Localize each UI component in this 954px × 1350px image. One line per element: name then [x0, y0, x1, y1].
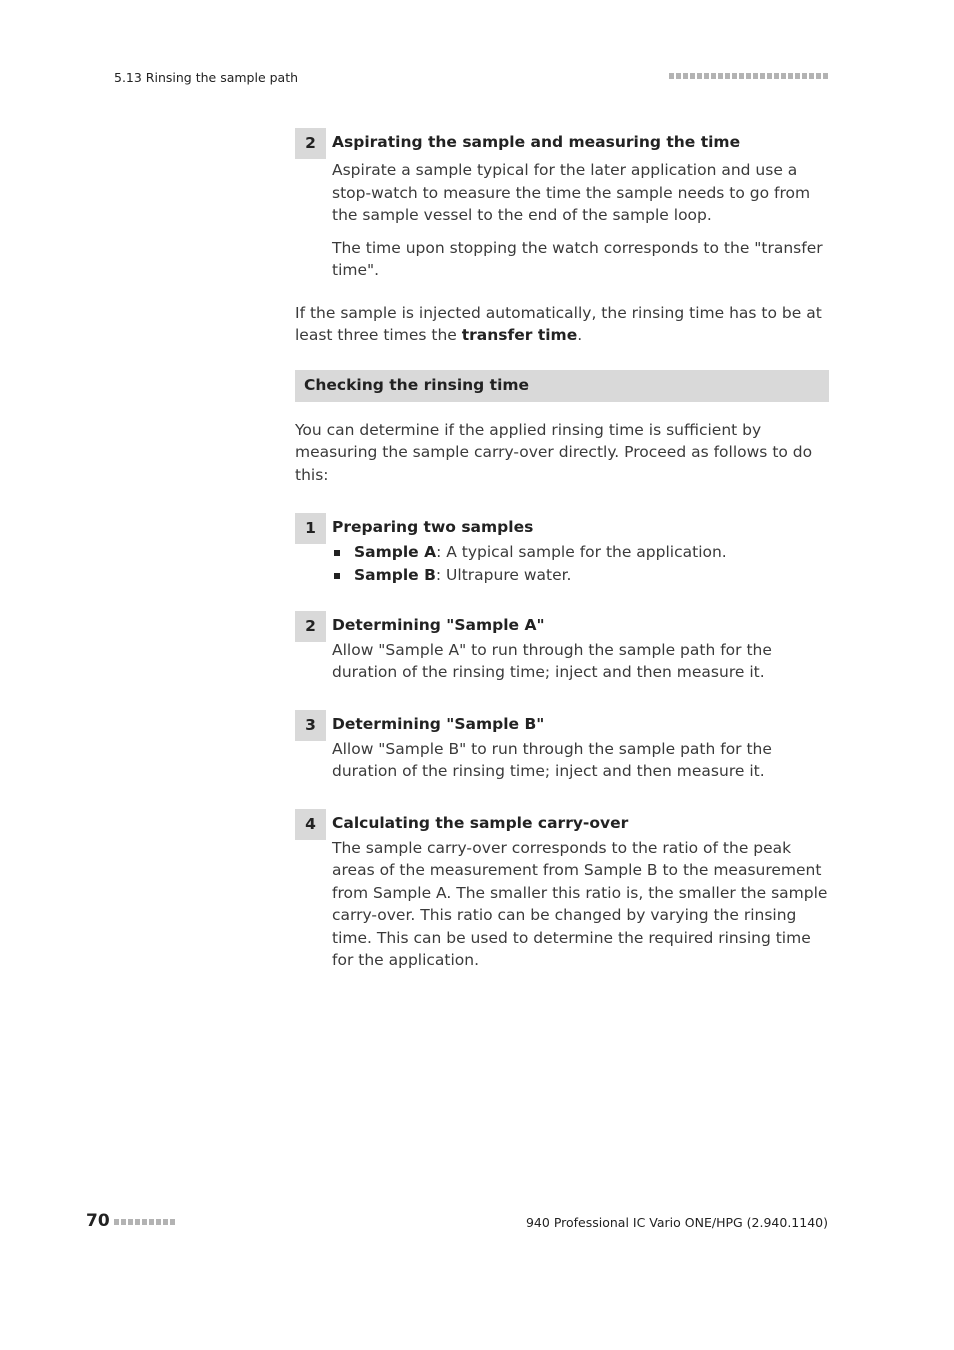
step-paragraph: The time upon stopping the watch corresponds to the "transfer time".	[332, 238, 823, 279]
step-number: 2	[295, 128, 326, 159]
rinse-bold: transfer time	[461, 326, 578, 344]
step-title: Aspirating the sample and measuring the time	[332, 133, 741, 151]
section-heading: Checking the rinsing time	[295, 370, 829, 402]
list-item: Sample B: Ultrapure water.	[332, 564, 829, 587]
step-paragraph: Allow "Sample B" to run through the sample path for the duration of the rinsing time; inject and then measure it.	[332, 739, 772, 780]
footer-product: 940 Professional IC Vario ONE/HPG (2.940.1140)	[525, 1215, 828, 1230]
step-number: 4	[295, 809, 326, 840]
step-determining-b	[295, 710, 829, 783]
step-number: 3	[295, 710, 326, 741]
footer-decoration-dots	[114, 1219, 175, 1225]
main-content	[295, 128, 829, 972]
list-item: Sample A: A typical sample for the application.	[332, 541, 829, 564]
step-determining-a	[295, 611, 829, 684]
header-section-title: 5.13 Rinsing the sample path	[114, 70, 299, 85]
step-title: Determining "Sample A"	[332, 615, 545, 634]
step-paragraph: Allow "Sample A" to run through the sample path for the duration of the rinsing time; inject and then measure it.	[332, 640, 772, 681]
step-preparing	[295, 513, 829, 587]
rinse-text: If the sample is injected automatically, the rinsing time has to be at least three times the	[295, 303, 822, 344]
header-decoration-dots	[669, 73, 828, 79]
step-title: Calculating the sample carry-over	[332, 813, 629, 832]
bullet-list	[332, 541, 829, 587]
rinse-end: .	[577, 326, 583, 344]
step-calculating	[295, 809, 829, 972]
step-title: Determining "Sample B"	[332, 714, 545, 733]
step-number: 2	[295, 611, 326, 642]
step-aspirating	[295, 128, 829, 282]
rinse-paragraph	[295, 302, 829, 347]
step-paragraph: The sample carry-over corresponds to the ratio of the peak areas of the measurement from Sample B to the measurement from Sample A. The smaller this ratio is, the smaller the sample carry-over. This ratio can be changed by varying the rinsing time. This can be used to determine the required rinsing time for the application.	[332, 838, 828, 969]
page-number: 70	[86, 1211, 110, 1231]
step-paragraph: Aspirate a sample typical for the later application and use a stop-watch to measure the time the sample needs to go from the sample vessel to the end of the sample loop.	[332, 161, 811, 224]
step-number: 1	[295, 513, 326, 544]
section-intro: You can determine if the applied rinsing time is sufficient by measuring the sample carry-over directly. Proceed as follows to do this:	[295, 420, 813, 484]
step-title: Preparing two samples	[332, 518, 534, 536]
